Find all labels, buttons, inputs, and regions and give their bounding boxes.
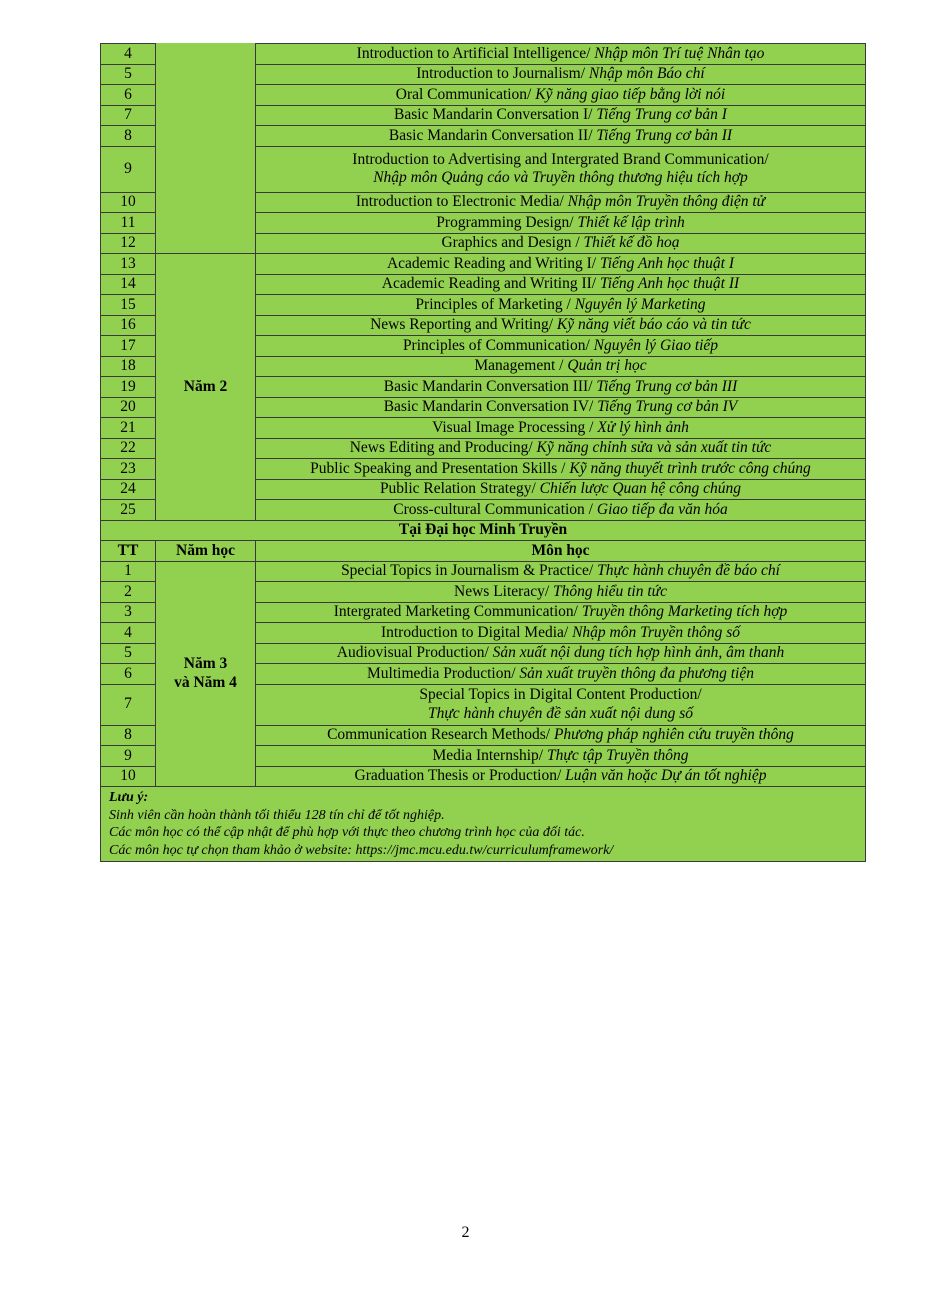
row-number: 8: [101, 126, 156, 147]
row-number: 9: [101, 746, 156, 767]
subject-cell: Academic Reading and Writing I/ Tiếng Anh học thuật I: [256, 254, 866, 275]
row-number: 13: [101, 254, 156, 275]
row-number: 1: [101, 561, 156, 582]
subject-cell: Programming Design/ Thiết kế lập trình: [256, 213, 866, 234]
page-number: 2: [461, 1224, 470, 1241]
row-number: 16: [101, 315, 156, 336]
subject-cell: Introduction to Journalism/ Nhập môn Báo chí: [256, 64, 866, 85]
row-number: 11: [101, 213, 156, 234]
subject-cell: Basic Mandarin Conversation I/ Tiếng Trung cơ bản I: [256, 105, 866, 126]
note-line: Sinh viên cần hoàn thành tối thiểu 128 tín chỉ để tốt nghiệp.: [109, 807, 445, 823]
subject-cell: Visual Image Processing / Xử lý hình ảnh: [256, 418, 866, 439]
subject-cell: Basic Mandarin Conversation IV/ Tiếng Trung cơ bản IV: [256, 397, 866, 418]
row-number: 8: [101, 725, 156, 746]
subject-cell: Oral Communication/ Kỹ năng giao tiếp bằng lời nói: [256, 85, 866, 106]
header-row: [101, 541, 866, 562]
subject-cell: Basic Mandarin Conversation III/ Tiếng Trung cơ bản III: [256, 377, 866, 398]
subject-cell: Management / Quản trị học: [256, 356, 866, 377]
year-label-year2: Năm 2: [156, 254, 256, 521]
row-number: 4: [101, 44, 156, 65]
row-number: 2: [101, 582, 156, 603]
notes-cell: [101, 787, 866, 862]
section-row: [101, 520, 866, 541]
subject-cell: Graduation Thesis or Production/ Luận văn hoặc Dự án tốt nghiệp: [256, 766, 866, 787]
year-cell-blank: [156, 44, 256, 254]
subject-cell: Public Speaking and Presentation Skills / Kỹ năng thuyết trình trước công chúng: [256, 459, 866, 480]
row-number: 3: [101, 602, 156, 623]
row-number: 12: [101, 233, 156, 254]
row-number: 9: [101, 146, 156, 192]
row-number: 5: [101, 64, 156, 85]
note-line: Các môn học tự chọn tham khảo ở website: https://jmc.mcu.edu.tw/curriculumframework/: [109, 842, 614, 858]
row-number: 23: [101, 459, 156, 480]
row-number: 24: [101, 479, 156, 500]
row-number: 20: [101, 397, 156, 418]
header-year: Năm học: [156, 541, 256, 562]
subject-cell: Communication Research Methods/ Phương pháp nghiên cứu truyền thông: [256, 725, 866, 746]
row-number: 6: [101, 85, 156, 106]
section-title: Tại Đại học Minh Truyền: [101, 520, 866, 541]
row-number: 7: [101, 684, 156, 725]
header-subject: Môn học: [256, 541, 866, 562]
row-number: 5: [101, 643, 156, 664]
subject-cell: Graphics and Design / Thiết kế đồ hoạ: [256, 233, 866, 254]
row-number: 14: [101, 274, 156, 295]
subject-cell: Special Topics in Digital Content Production/ Thực hành chuyên đề sản xuất nội dung số: [256, 684, 866, 725]
row-number: 25: [101, 500, 156, 521]
row-number: 17: [101, 336, 156, 357]
subject-cell: News Editing and Producing/ Kỹ năng chỉnh sửa và sản xuất tin tức: [256, 438, 866, 459]
subject-cell: Principles of Communication/ Nguyên lý Giao tiếp: [256, 336, 866, 357]
table-row: [101, 561, 866, 582]
row-number: 21: [101, 418, 156, 439]
row-number: 15: [101, 295, 156, 316]
subject-cell: Basic Mandarin Conversation II/ Tiếng Trung cơ bản II: [256, 126, 866, 147]
subject-cell: Introduction to Digital Media/ Nhập môn Truyền thông số: [256, 623, 866, 644]
subject-cell: Intergrated Marketing Communication/ Truyền thông Marketing tích hợp: [256, 602, 866, 623]
subject-cell: Multimedia Production/ Sản xuất truyền thông đa phương tiện: [256, 664, 866, 685]
table-row: [101, 254, 866, 275]
row-number: 19: [101, 377, 156, 398]
subject-cell: Introduction to Artificial Intelligence/ Nhập môn Trí tuệ Nhân tạo: [256, 44, 866, 65]
subject-cell: Cross-cultural Communication / Giao tiếp đa văn hóa: [256, 500, 866, 521]
subject-cell: Special Topics in Journalism & Practice/ Thực hành chuyên đề báo chí: [256, 561, 866, 582]
curriculum-table: [100, 43, 866, 862]
year-label-year34: Năm 3 và Năm 4: [156, 561, 256, 787]
subject-cell: Principles of Marketing / Nguyên lý Marketing: [256, 295, 866, 316]
note-line: Các môn học có thể cập nhật để phù hợp với thực theo chương trình học của đối tác.: [109, 825, 585, 840]
notes-row: [101, 787, 866, 862]
subject-cell: News Literacy/ Thông hiểu tin tức: [256, 582, 866, 603]
subject-cell: Public Relation Strategy/ Chiến lược Quan hệ công chúng: [256, 479, 866, 500]
row-number: 10: [101, 192, 156, 213]
row-number: 4: [101, 623, 156, 644]
row-number: 10: [101, 766, 156, 787]
subject-cell: Academic Reading and Writing II/ Tiếng Anh học thuật II: [256, 274, 866, 295]
row-number: 18: [101, 356, 156, 377]
subject-cell: News Reporting and Writing/ Kỹ năng viết báo cáo và tin tức: [256, 315, 866, 336]
notes-title: Lưu ý:: [109, 790, 149, 805]
subject-cell: Introduction to Electronic Media/ Nhập môn Truyền thông điện tử: [256, 192, 866, 213]
row-number: 6: [101, 664, 156, 685]
subject-cell: Audiovisual Production/ Sản xuất nội dung tích hợp hình ảnh, âm thanh: [256, 643, 866, 664]
header-tt: TT: [101, 541, 156, 562]
table-row: [101, 44, 866, 65]
subject-cell: Introduction to Advertising and Intergrated Brand Communication/ Nhập môn Quảng cáo và Truyền thông thương hiệu tích hợp: [256, 146, 866, 192]
row-number: 22: [101, 438, 156, 459]
subject-cell: Media Internship/ Thực tập Truyền thông: [256, 746, 866, 767]
row-number: 7: [101, 105, 156, 126]
